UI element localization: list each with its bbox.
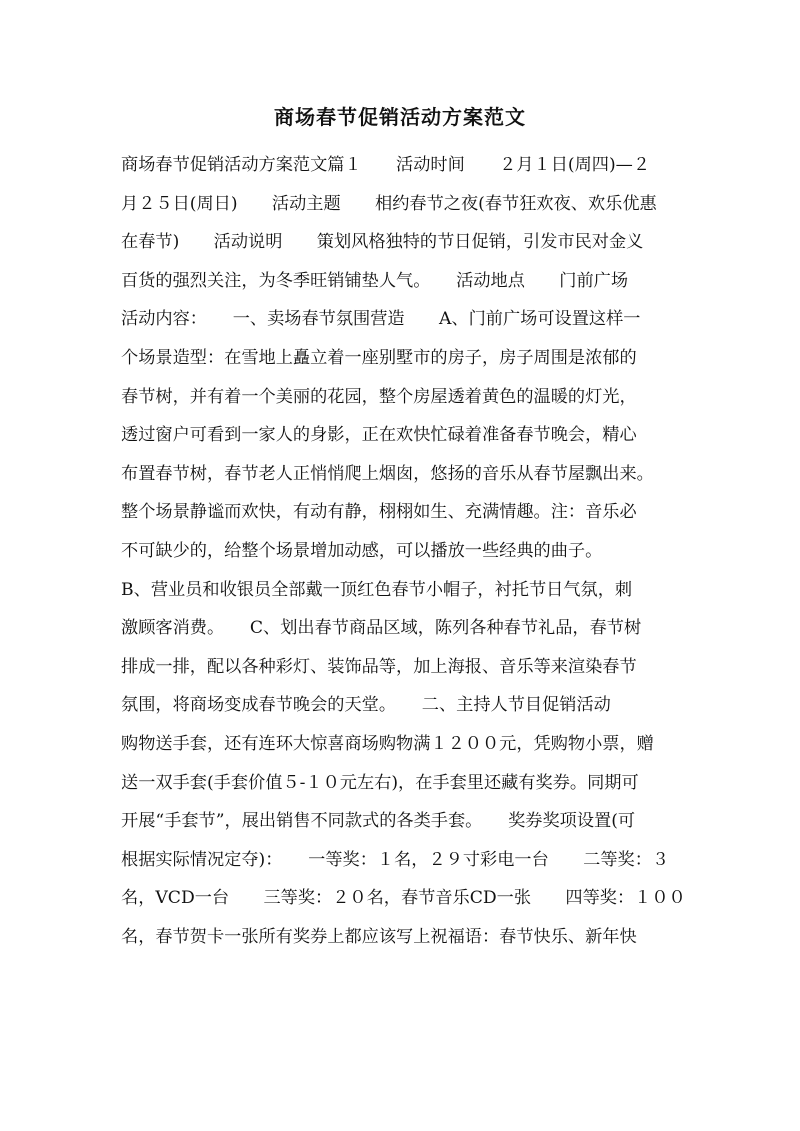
body-text-line: 百货的强烈关注，为冬季旺销铺垫人气。 活动地点 门前广场 xyxy=(121,270,629,291)
body-text-line: 春节树，并有着一个美丽的花园，整个房屋透着黄色的温暖的灯光， xyxy=(121,386,637,407)
body-text-line: 月２５日(周日) 活动主题 相约春节之夜(春节狂欢夜、欢乐优惠 xyxy=(121,193,657,214)
body-text-line: 整个场景静谧而欢快，有动有静，栩栩如生、充满情趣。注：音乐必 xyxy=(121,502,637,523)
body-text-line: 名，VCD一台 三等奖：２０名，春节音乐CD一张 四等奖：１００ xyxy=(121,888,686,909)
body-text-line: 排成一排，配以各种彩灯、装饰品等，加上海报、音乐等来渲染春节 xyxy=(121,656,637,677)
body-text-line: 送一双手套(手套价值５-１０元左右)，在手套里还藏有奖券。同期可 xyxy=(121,772,639,793)
body-text-line: 不可缺少的，给整个场景增加动感，可以播放一些经典的曲子。 xyxy=(121,540,603,561)
document-title: 商场春节促销活动方案范文 xyxy=(274,105,526,129)
body-text-line: 活动内容： 一、卖场春节氛围营造 A、门前广场可设置这样一 xyxy=(121,309,641,330)
body-text-line: 名，春节贺卡一张所有奖券上都应该写上祝福语：春节快乐、新年快 xyxy=(121,926,637,947)
body-text-line: 透过窗户可看到一家人的身影，正在欢快忙碌着准备春节晚会，精心 xyxy=(121,425,637,446)
body-text-line: 商场春节促销活动方案范文篇１ 活动时间 ２月１日(周四)—２ xyxy=(121,155,651,175)
body-text-line: 购物送手套，还有连环大惊喜商场购物满１２００元，凭购物小票，赠 xyxy=(121,733,654,754)
body-text-line: 氛围，将商场变成春节晚会的天堂。 二、主持人节目促销活动 xyxy=(121,695,611,716)
body-text-line: 在春节) 活动说明 策划风格独特的节日促销，引发市民对金义 xyxy=(121,232,644,253)
body-text-line: 根据实际情况定夺)： 一等奖：１名，２９寸彩电一台 二等奖：３ xyxy=(121,849,670,870)
body-text-line: 个场景造型：在雪地上矗立着一座别墅市的房子，房子周围是浓郁的 xyxy=(121,347,637,368)
document-body xyxy=(121,146,691,956)
body-text-line: 布置春节树，春节老人正悄悄爬上烟囱，悠扬的音乐从春节屋飘出来。 xyxy=(121,463,654,484)
body-text-line: B、营业员和收银员全部戴一顶红色春节小帽子，衬托节日气氛，刺 xyxy=(121,579,633,600)
body-text-line: 开展“手套节”，展出销售不同款式的各类手套。 奖券奖项设置(可 xyxy=(121,811,636,832)
body-text-line: 激顾客消费。 C、划出春节商品区域，陈列各种春节礼品，春节树 xyxy=(121,618,642,639)
